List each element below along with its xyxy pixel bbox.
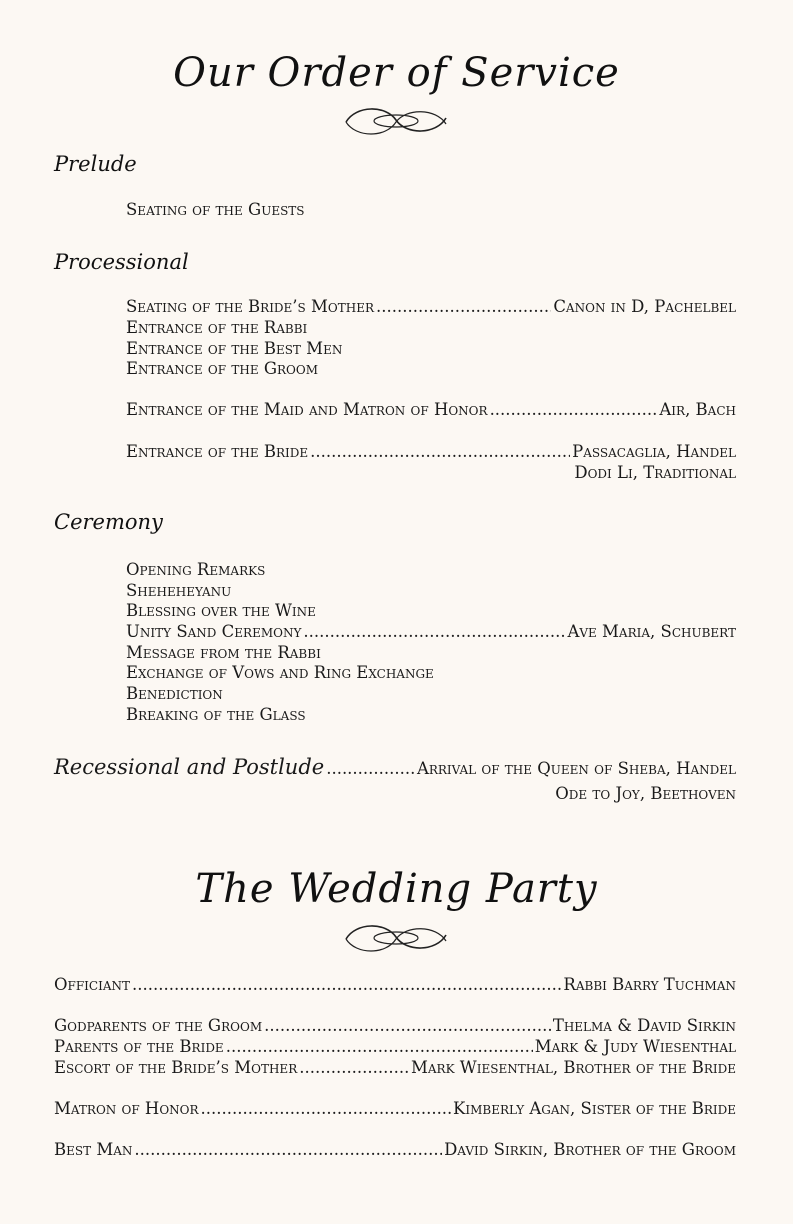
list-item	[126, 784, 736, 804]
list-item	[126, 359, 736, 379]
item-label: Seating of the Bride’s Mother	[126, 297, 375, 316]
dot-leader	[376, 297, 551, 317]
list-item	[54, 757, 736, 779]
item-label: Unity Sand Ceremony	[126, 622, 302, 641]
dot-leader	[326, 759, 415, 779]
party-role: Escort of the Bride’s Mother	[54, 1058, 298, 1077]
item-label: Seating of the Guests	[126, 200, 305, 219]
party-name: Rabbi Barry Tuchman	[563, 975, 736, 994]
item-music-secondary: Dodi Li, Traditional	[574, 463, 736, 482]
section-heading-processional: Processional	[54, 250, 189, 274]
dot-leader	[226, 1037, 533, 1057]
list-item	[126, 684, 736, 704]
item-label: Message from the Rabbi	[126, 643, 321, 662]
party-role: Parents of the Bride	[54, 1037, 224, 1056]
item-label: Exchange of Vows and Ring Exchange	[126, 663, 434, 682]
party-name: Mark Wiesenthal, Brother of the Bride	[410, 1058, 736, 1077]
dot-leader	[201, 1099, 451, 1119]
flourish-ornament-icon	[336, 917, 456, 959]
item-music: Arrival of the Queen of Sheba, Handel	[416, 759, 736, 778]
list-item	[126, 400, 736, 420]
item-music: Passacaglia, Handel	[572, 442, 736, 461]
dot-leader	[299, 1058, 409, 1078]
section-heading-recessional: Recessional and Postlude	[54, 755, 325, 779]
list-item	[126, 705, 736, 725]
list-item	[126, 442, 736, 462]
item-music: Air, Bach	[659, 400, 736, 419]
item-music: Canon in D, Pachelbel	[553, 297, 736, 316]
item-label: Breaking of the Glass	[126, 705, 306, 724]
section-heading-ceremony: Ceremony	[54, 510, 163, 534]
party-role: Matron of Honor	[54, 1099, 199, 1118]
list-item	[126, 463, 736, 483]
item-label: Entrance of the Groom	[126, 359, 318, 378]
list-item	[126, 622, 736, 642]
dot-leader	[132, 975, 561, 995]
list-item	[126, 297, 736, 317]
section-heading-prelude: Prelude	[54, 152, 137, 176]
dot-leader	[303, 622, 565, 642]
party-name: Mark & Judy Wiesenthal	[534, 1037, 736, 1056]
item-label: Benediction	[126, 684, 223, 703]
party-row	[54, 1037, 736, 1057]
service-title: Our Order of Service	[173, 50, 620, 96]
party-row	[54, 1016, 736, 1036]
party-title: The Wedding Party	[195, 866, 598, 912]
item-label: Entrance of the Bride	[126, 442, 309, 461]
party-row	[54, 1058, 736, 1078]
list-item	[126, 200, 736, 220]
list-item	[126, 663, 736, 683]
item-music-secondary: Ode to Joy, Beethoven	[555, 784, 736, 803]
party-role: Officiant	[54, 975, 131, 994]
list-item	[126, 601, 736, 621]
dot-leader	[264, 1016, 551, 1036]
item-label: Entrance of the Maid and Matron of Honor	[126, 400, 488, 419]
list-item	[126, 643, 736, 663]
list-item	[126, 581, 736, 601]
party-name: Thelma & David Sirkin	[552, 1016, 736, 1035]
item-music: Ave Maria, Schubert	[567, 622, 736, 641]
dot-leader	[134, 1140, 442, 1160]
party-name: Kimberly Agan, Sister of the Bride	[453, 1099, 736, 1118]
list-item	[126, 318, 736, 338]
party-name: David Sirkin, Brother of the Groom	[444, 1140, 736, 1159]
party-role: Best Man	[54, 1140, 133, 1159]
dot-leader	[310, 442, 570, 462]
item-label: Blessing over the Wine	[126, 601, 316, 620]
party-row	[54, 1140, 736, 1160]
list-item	[126, 560, 736, 580]
item-label: Sheheheyanu	[126, 581, 232, 600]
item-label: Entrance of the Best Men	[126, 339, 343, 358]
party-row	[54, 1099, 736, 1119]
party-role: Godparents of the Groom	[54, 1016, 263, 1035]
item-label: Entrance of the Rabbi	[126, 318, 308, 337]
party-row	[54, 975, 736, 995]
dot-leader	[490, 400, 658, 420]
flourish-ornament-icon	[336, 100, 456, 142]
list-item	[126, 339, 736, 359]
item-label: Opening Remarks	[126, 560, 266, 579]
